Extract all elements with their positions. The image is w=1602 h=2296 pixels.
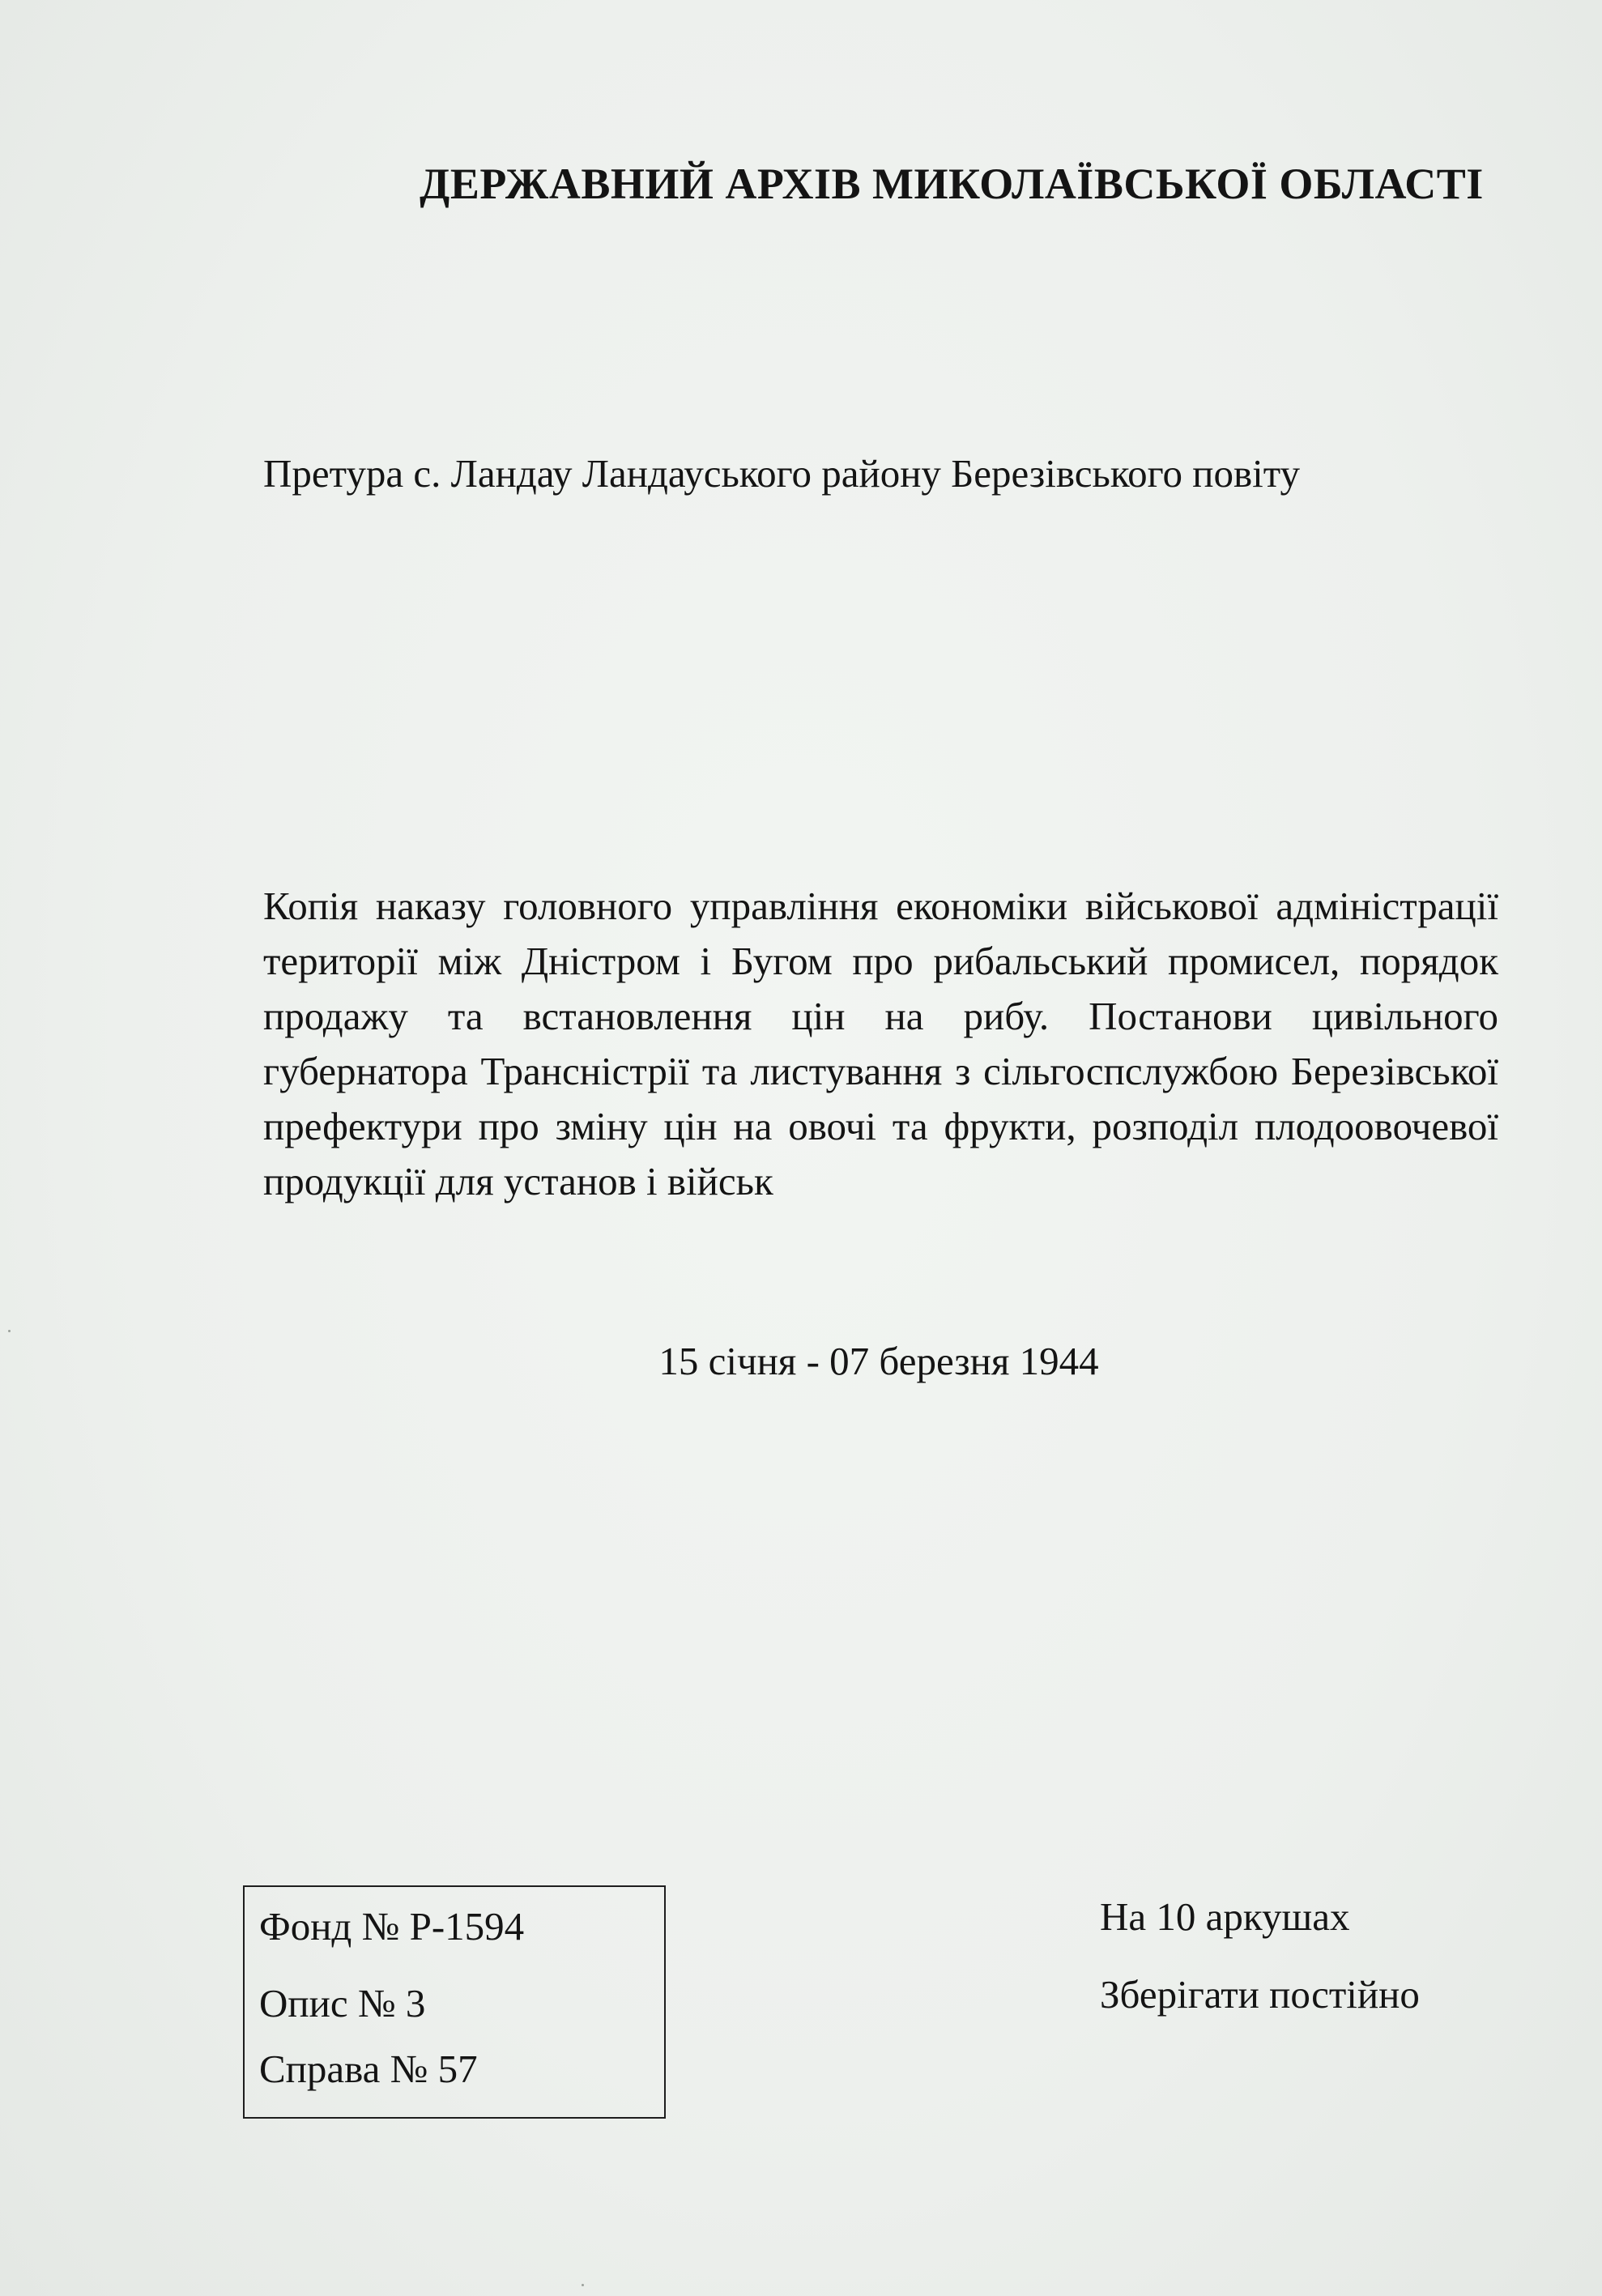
- archive-header: ДЕРЖАВНИЙ АРХІВ МИКОЛАЇВСЬКОЇ ОБЛАСТІ: [420, 160, 1484, 208]
- paper-speck: [8, 1330, 11, 1332]
- case-description: Копія наказу головного управління економіки військової адміністрації території між Дністром і Бугом про рибальський промисел, порядок продажу та встановлення цін на рибу. Постанови цивільного губернатора Трансністрії та листування з сільгоспслужбою Березівської префектури про зміну цін на овочі та фрукти, розподіл плодоовочевої продукції для установ і військ: [263, 884, 1498, 1203]
- paper-speck: [582, 2284, 584, 2286]
- case-date-range: 15 січня - 07 березня 1944: [658, 1339, 1099, 1383]
- retention-period: Зберігати постійно: [1100, 1972, 1420, 2017]
- case-number: Справа № 57: [259, 2047, 478, 2091]
- fond-number: Фонд № Р-1594: [259, 1904, 525, 1949]
- archive-reference-box: [243, 1885, 666, 2119]
- inventory-number: Опис № 3: [259, 1981, 426, 2026]
- fund-creator-title: Претура с. Ландау Ландауського району Березівського повіту: [263, 451, 1301, 496]
- sheet-count: На 10 аркушах: [1100, 1894, 1350, 1939]
